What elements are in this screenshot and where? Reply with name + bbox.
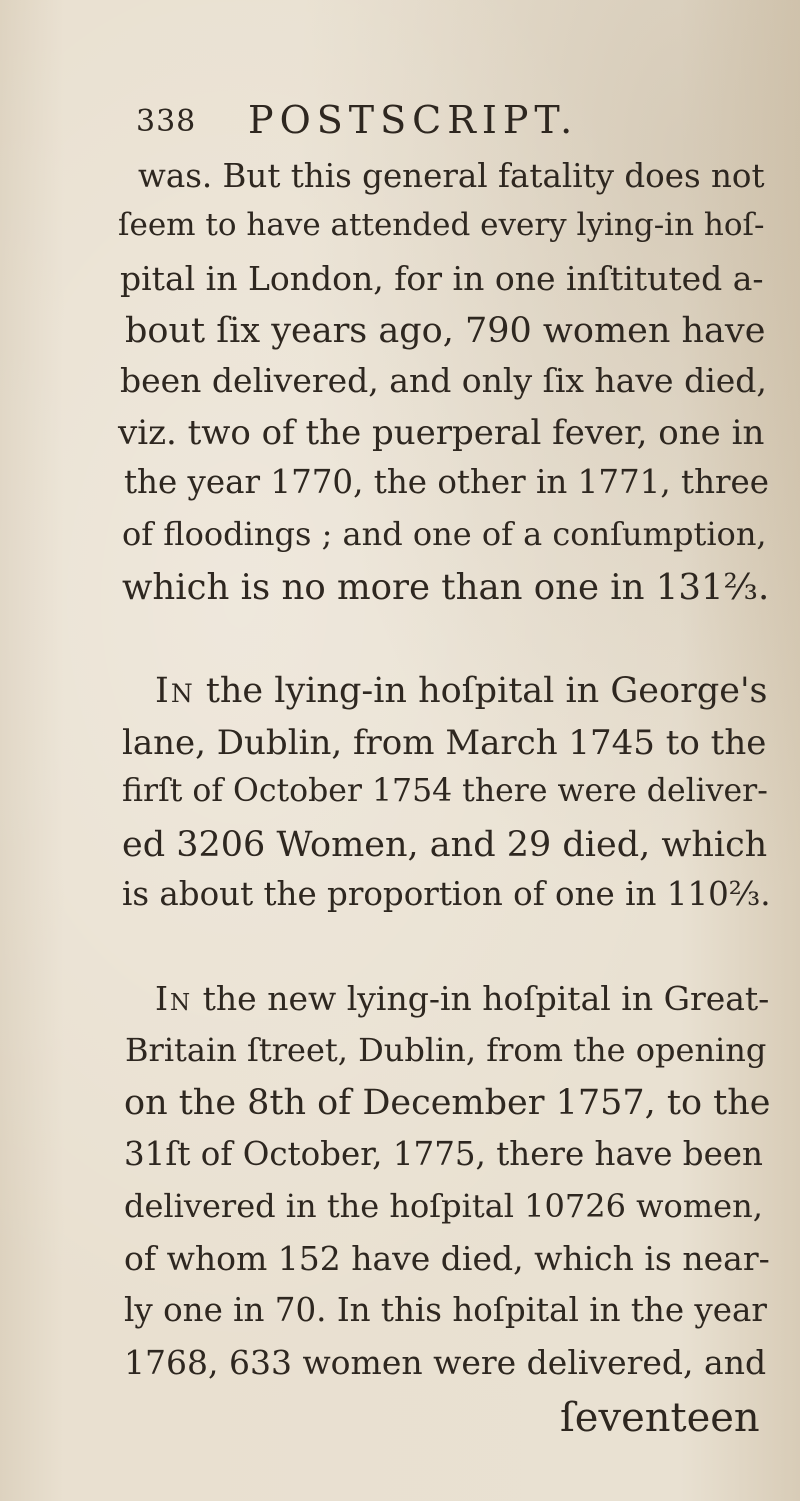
- text-line: In the lying-in hoſpital in George's: [155, 671, 768, 711]
- paragraph-lead: In: [155, 671, 195, 711]
- text-line: 1768, 633 women were delivered, and: [124, 1343, 767, 1382]
- catchword: ſeventeen: [560, 1395, 760, 1441]
- text-line: the year 1770, the other in 1771, three: [124, 463, 770, 501]
- text-line: on the 8th of December 1757, to the: [124, 1083, 771, 1123]
- text-line: is about the proportion of one in 110⅔.: [122, 875, 771, 913]
- page-number: 338: [136, 104, 197, 139]
- text-line: pital in London, for in one inſtituted a-: [120, 259, 764, 298]
- text-line: been delivered, and only ſix have died,: [120, 361, 767, 400]
- text-line: ſeem to have attended every lying-in hoſ-: [118, 207, 765, 243]
- text-line: Britain ſtreet, Dublin, from the opening: [125, 1031, 767, 1069]
- text-line: lane, Dublin, from March 1745 to the: [122, 723, 767, 763]
- text-line: bout ſix years ago, 790 women have: [125, 311, 766, 351]
- text-line: ly one in 70. In this hoſpital in the year: [124, 1291, 767, 1329]
- paragraph-lead: In: [155, 979, 193, 1018]
- text-line: of whom 152 have died, which is near-: [124, 1239, 770, 1278]
- text-line: which is no more than one in 131⅔.: [122, 567, 770, 608]
- text-line: delivered in the hoſpital 10726 women,: [124, 1187, 763, 1225]
- text-line: of floodings ; and one of a conſumption,: [122, 515, 767, 553]
- text-line: viz. two of the puerperal fever, one in: [118, 413, 765, 453]
- header-title: POSTSCRIPT.: [248, 98, 579, 142]
- running-head: [136, 98, 746, 142]
- text-line: In the new lying-in hoſpital in Great-: [155, 979, 770, 1018]
- text-line: firſt of October 1754 there were deliver-: [122, 773, 768, 809]
- text-line: was. But this general fatality does not: [138, 157, 765, 195]
- text-line: 31ſt of October, 1775, there have been: [124, 1135, 763, 1173]
- text-line: ed 3206 Women, and 29 died, which: [122, 825, 768, 865]
